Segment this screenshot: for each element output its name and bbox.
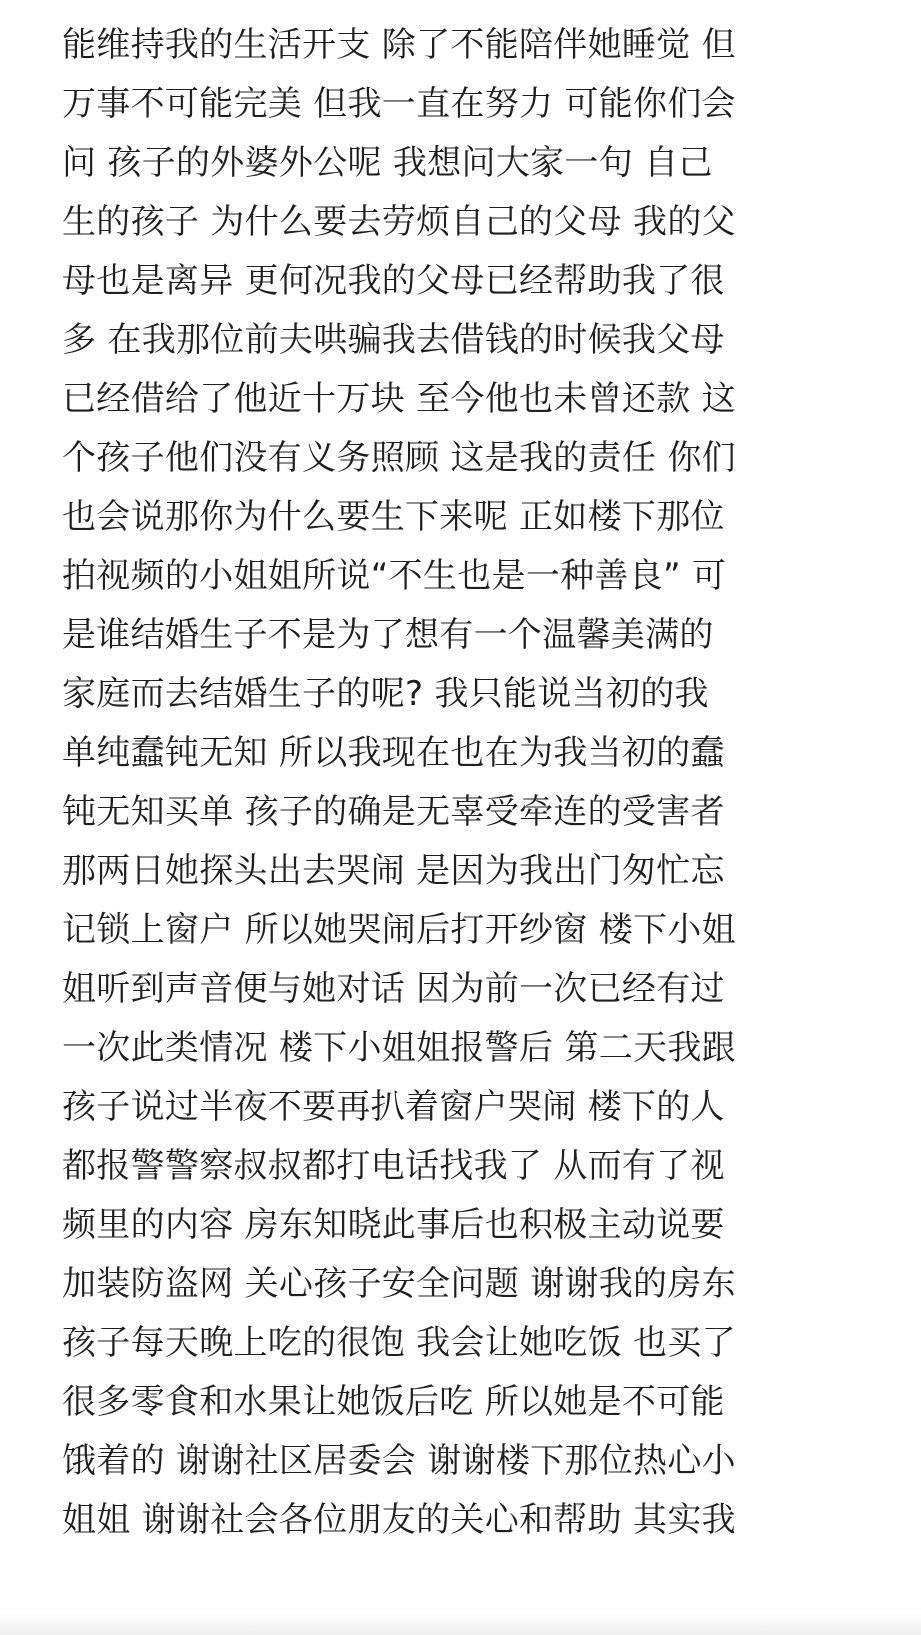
text-line: 加装防盗网 关心孩子安全问题 谢谢我的房东 <box>62 1264 736 1304</box>
text-line: 孩子每天晚上吃的很饱 我会让她吃饭 也买了 <box>62 1323 736 1363</box>
text-line: 都报警警察叔叔都打电话找我了 从而有了视 <box>62 1146 725 1186</box>
text-line: 生的孩子 为什么要去劳烦自己的父母 我的父 <box>62 202 736 242</box>
text-line: 已经借给了他近十万块 至今他也未曾还款 这 <box>62 379 736 419</box>
text-line: 孩子说过半夜不要再扒着窗户哭闹 楼下的人 <box>62 1087 725 1127</box>
text-line: 是谁结婚生子不是为了想有一个温馨美满的 <box>62 615 714 655</box>
text-line: 那两日她探头出去哭闹 是因为我出门匆忙忘 <box>62 851 725 891</box>
text-line: 很多零食和水果让她饭后吃 所以她是不可能 <box>62 1382 725 1422</box>
bottom-edge-shadow <box>0 1613 921 1635</box>
text-line: 母也是离异 更何况我的父母已经帮助我了很 <box>62 261 725 301</box>
text-line: 姐听到声音便与她对话 因为前一次已经有过 <box>62 969 725 1009</box>
text-line: 个孩子他们没有义务照顾 这是我的责任 你们 <box>62 438 736 478</box>
text-line: 也会说那你为什么要生下来呢 正如楼下那位 <box>62 497 725 537</box>
text-line: 饿着的 谢谢社区居委会 谢谢楼下那位热心小 <box>62 1441 736 1481</box>
text-line: 记锁上窗户 所以她哭闹后打开纱窗 楼下小姐 <box>62 910 736 950</box>
text-line: 单纯蠢钝无知 所以我现在也在为我当初的蠢 <box>62 733 725 773</box>
text-line: 能维持我的生活开支 除了不能陪伴她睡觉 但 <box>62 25 736 65</box>
text-line: 家庭而去结婚生子的呢? 我只能说当初的我 <box>62 674 709 714</box>
text-line: 问 孩子的外婆外公呢 我想问大家一句 自己 <box>62 143 713 183</box>
text-line: 多 在我那位前夫哄骗我去借钱的时候我父母 <box>62 320 725 360</box>
text-line: 万事不可能完美 但我一直在努力 可能你们会 <box>62 84 736 124</box>
text-line: 姐姐 谢谢社会各位朋友的关心和帮助 其实我 <box>62 1500 736 1540</box>
text-line: 一次此类情况 楼下小姐姐报警后 第二天我跟 <box>62 1028 736 1068</box>
document-text <box>62 16 862 1550</box>
text-line: 频里的内容 房东知晓此事后也积极主动说要 <box>62 1205 725 1245</box>
text-line: 拍视频的小姐姐所说“不生也是一种善良” 可 <box>62 556 727 596</box>
text-line: 钝无知买单 孩子的确是无辜受牵连的受害者 <box>62 792 725 832</box>
